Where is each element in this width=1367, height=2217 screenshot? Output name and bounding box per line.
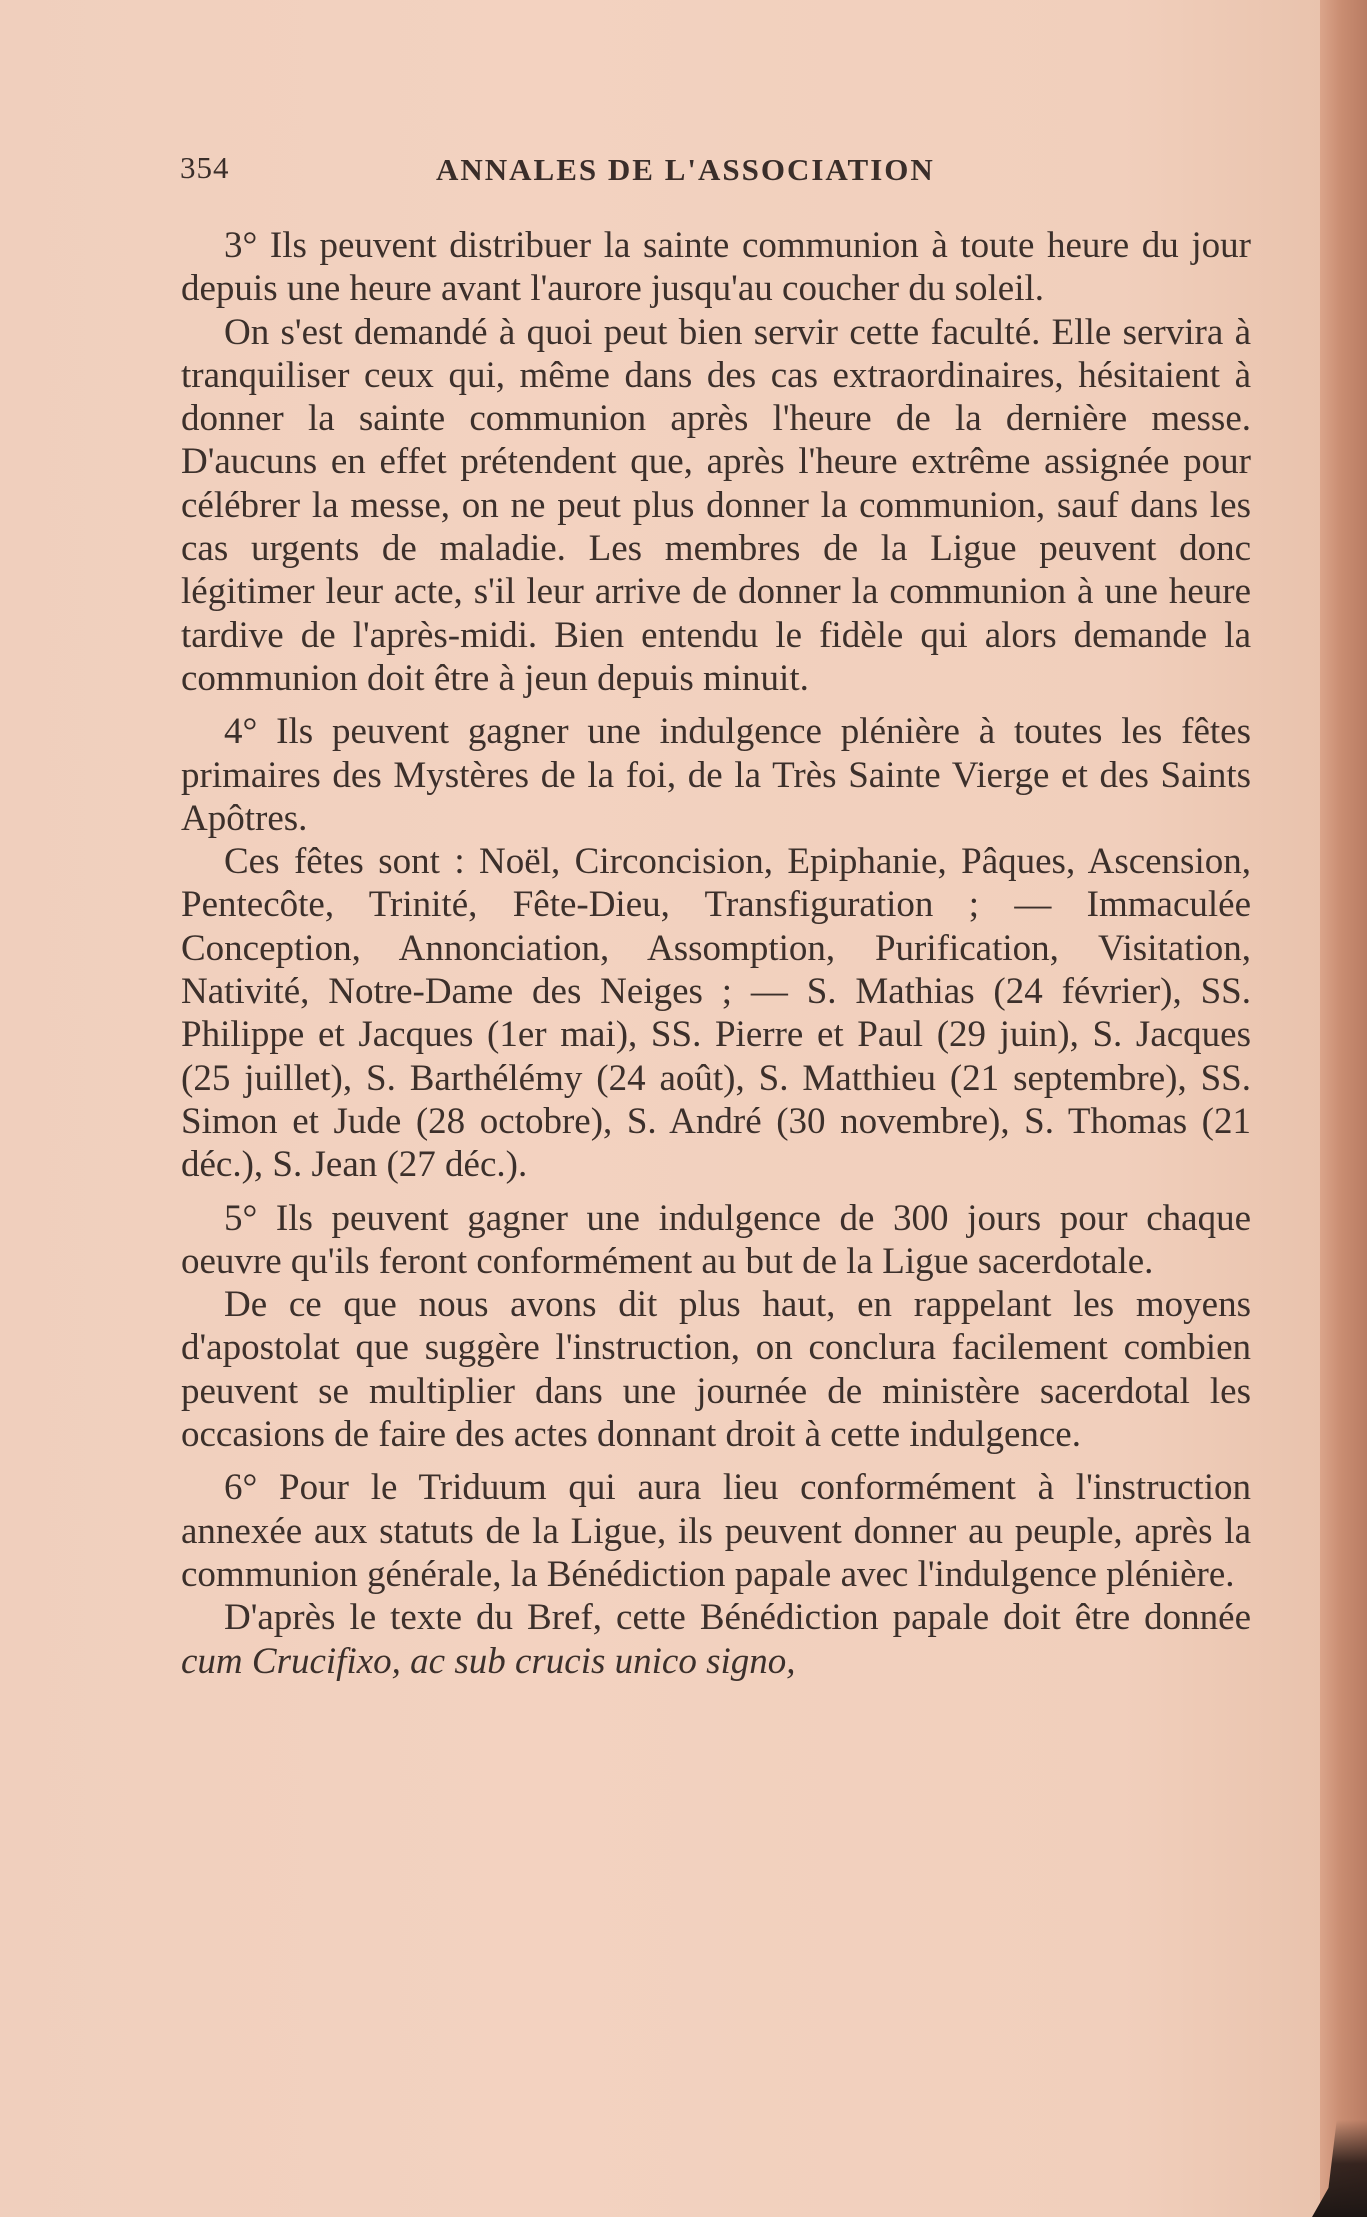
paragraph-faculty-explanation: On s'est demandé à quoi peut bien servir cette faculté. Elle servira à tranquiliser ceux qui, même dans des cas extraordinaires, hésitaient à donner la sainte communion après l'heure de la dernière messe. D'aucuns en effet prétendent que, après l'heure extrême assignée pour célébrer la messe, on ne peut plus donner la communion, sauf dans les cas urgents de maladie. Les membres de la Ligue peuvent donc légitimer leur acte, s'il leur arrive de donner la communion à une heure tardive de l'après-midi. Bien entendu le fidèle qui alors demande la communion doit être à jeun depuis minuit.: [181, 311, 1251, 699]
paragraph-apostolate-means: De ce que nous avons dit plus haut, en rappelant les moyens d'apostolat que suggère l'instruction, on conclura facilement combien peuvent se multiplier dans une journée de ministère sacerdotal les occasions de faire des actes donnant droit à cette indulgence.: [181, 1284, 1251, 1456]
paragraph-3-communion-hours: 3° Ils peuvent distribuer la sainte communion à toute heure du jour depuis une heure avant l'aurore jusqu'au coucher du soleil.: [181, 225, 1251, 310]
running-head: [180, 150, 1250, 194]
running-title: ANNALES DE L'ASSOCIATION: [436, 152, 935, 187]
paragraph-bref-text: [181, 1596, 1251, 1683]
body-text: [181, 224, 1251, 1683]
latin-phrase: cum Crucifixo, ac sub crucis unico signo,: [181, 1640, 796, 1682]
paragraph-4-plenary-indulgence: 4° Ils peuvent gagner une indulgence plénière à toutes les fêtes primaires des Mystères de la foi, de la Très Sainte Vierge et des Saints Apôtres.: [181, 711, 1251, 839]
paragraph-feast-list: Ces fêtes sont : Noël, Circoncision, Epiphanie, Pâques, Ascension, Pentecôte, Trinité, Fête-Dieu, Transfiguration ; — Immaculée Conception, Annonciation, Assomption, Purification, Visitation, Nativité, Notre-Dame des Neiges ; — S. Mathias (24 février), SS. Philippe et Jacques (1er mai), SS. Pierre et Paul (29 juin), S. Jacques (25 juillet), S. Barthélémy (24 août), S. Matthieu (21 septembre), SS. Simon et Jude (28 octobre), S. André (30 novembre), S. Thomas (21 déc.), S. Jean (27 déc.).: [181, 841, 1251, 1186]
page-edge: [1320, 0, 1367, 2217]
paragraph-5-indulgence-300-days: 5° Ils peuvent gagner une indulgence de 300 jours pour chaque oeuvre qu'ils feront conformément au but de la Ligue sacerdotale.: [181, 1197, 1251, 1282]
paragraph-bref-roman: D'après le texte du Bref, cette Bénédiction papale doit être donnée: [224, 1597, 1251, 1639]
paragraph-6-triduum: 6° Pour le Triduum qui aura lieu conformément à l'instruction annexée aux statuts de la Ligue, ils peuvent donner au peuple, après la communion générale, la Bénédiction papale avec l'indulgence plénière.: [181, 1467, 1251, 1595]
page-number: 354: [180, 150, 230, 185]
